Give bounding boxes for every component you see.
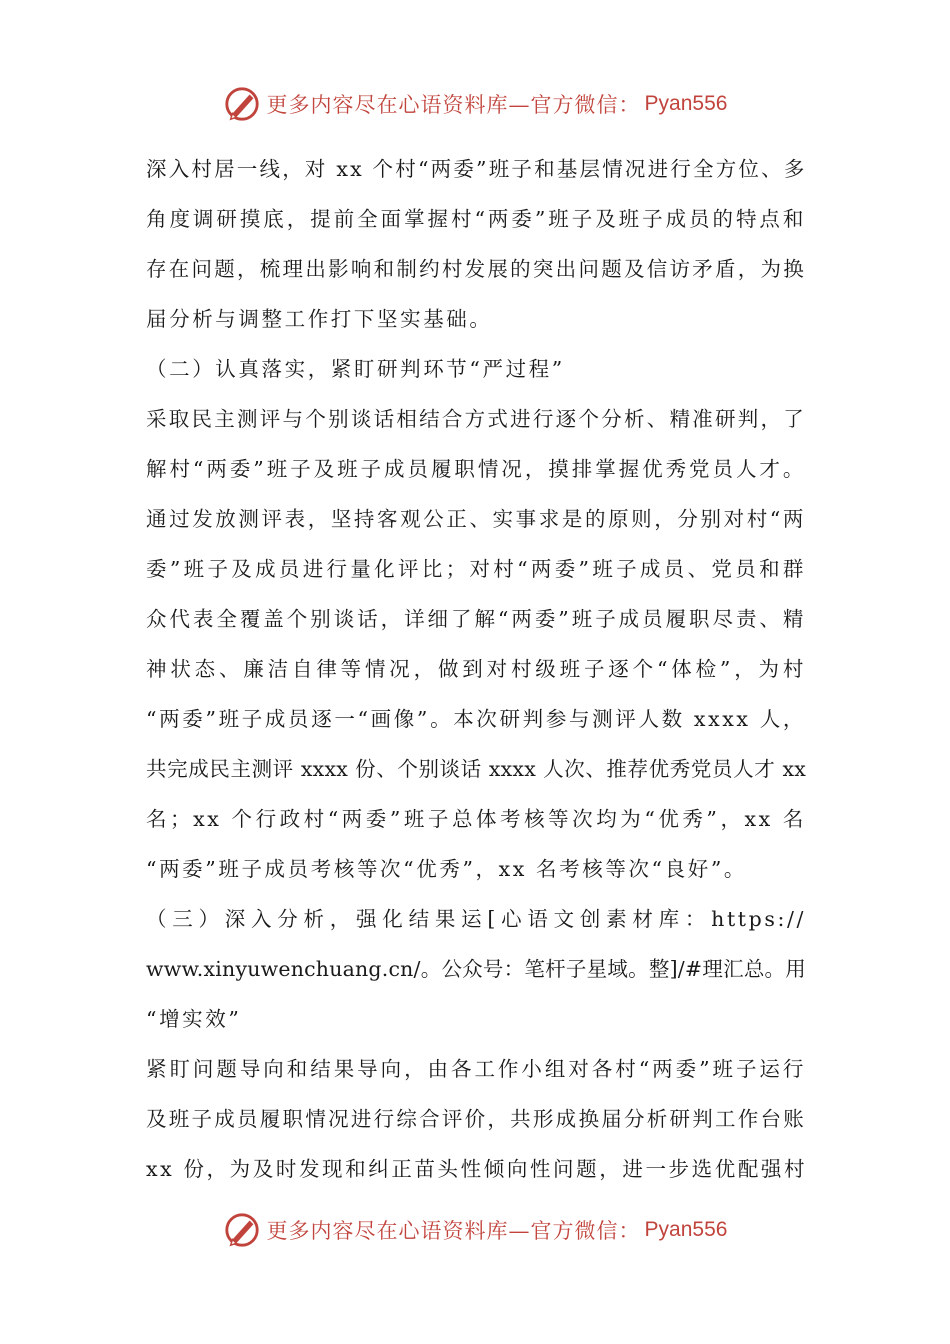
text-line: 名；xx 个行政村“两委”班子总体考核等次均为“优秀”，xx 名 xyxy=(146,807,806,831)
text-line: 解村“两委”班子及班子成员履职情况，摸排掌握优秀党员人才。 xyxy=(146,457,806,481)
text-line: 及班子成员履职情况进行综合评价，共形成换届分析研判工作台账 xyxy=(146,1107,806,1131)
text-line: 通过发放测评表，坚持客观公正、实事求是的原则，分别对村“两 xyxy=(146,507,806,531)
footer-watermark-banner xyxy=(0,1210,950,1250)
text-line: 共完成民主测评 xxxx 份、个别谈话 xxxx 人次、推荐优秀党员人才 xx xyxy=(146,757,806,781)
text-line: “两委”班子成员逐一“画像”。本次研判参与测评人数 xxxx 人， xyxy=(146,707,806,731)
document-body xyxy=(146,144,806,1194)
text-line: 委”班子及成员进行量化评比；对村“两委”班子成员、党员和群 xyxy=(146,557,806,581)
pen-logo-icon xyxy=(223,1211,261,1249)
text-line: （三）深入分析，强化结果运[心语文创素材库：https:// xyxy=(146,907,806,931)
text-line: 深入村居一线，对 xx 个村“两委”班子和基层情况进行全方位、多 xyxy=(146,157,807,181)
banner-text: 更多内容尽在心语资料库—官方微信： xyxy=(266,1219,641,1243)
text-line: www.xinyuwenchuang.cn/。公众号：笔杆子星域。整]/#理汇总。用 xyxy=(146,957,806,981)
text-line: xx 份，为及时发现和纠正苗头性倾向性问题，进一步选优配强村 xyxy=(146,1157,808,1181)
pen-logo-icon xyxy=(223,85,261,123)
banner-wechat-id: Pyan556 xyxy=(644,92,728,115)
text-line: 存在问题，梳理出影响和制约村发展的突出问题及信访矛盾，为换 xyxy=(146,257,806,281)
text-line: “增实效” xyxy=(146,1007,242,1031)
text-line: 采取民主测评与个别谈话相结合方式进行逐个分析、精准研判，了 xyxy=(146,407,806,431)
text-line: 紧盯问题导向和结果导向，由各工作小组对各村“两委”班子运行 xyxy=(146,1057,806,1081)
text-line: 角度调研摸底，提前全面掌握村“两委”班子及班子成员的特点和 xyxy=(146,207,806,231)
banner-wechat-id: Pyan556 xyxy=(644,1218,728,1241)
text-line: 神状态、廉洁自律等情况，做到对村级班子逐个“体检”，为村 xyxy=(146,657,806,681)
text-line: 届分析与调整工作打下坚实基础。 xyxy=(146,307,493,331)
text-line: 众代表全覆盖个别谈话，详细了解“两委”班子成员履职尽责、精 xyxy=(146,607,806,631)
banner-text: 更多内容尽在心语资料库—官方微信： xyxy=(266,93,641,117)
text-line: （二）认真落实，紧盯研判环节“严过程” xyxy=(146,357,565,381)
text-line: “两委”班子成员考核等次“优秀”，xx 名考核等次“良好”。 xyxy=(146,857,748,881)
header-watermark-banner xyxy=(0,84,950,124)
